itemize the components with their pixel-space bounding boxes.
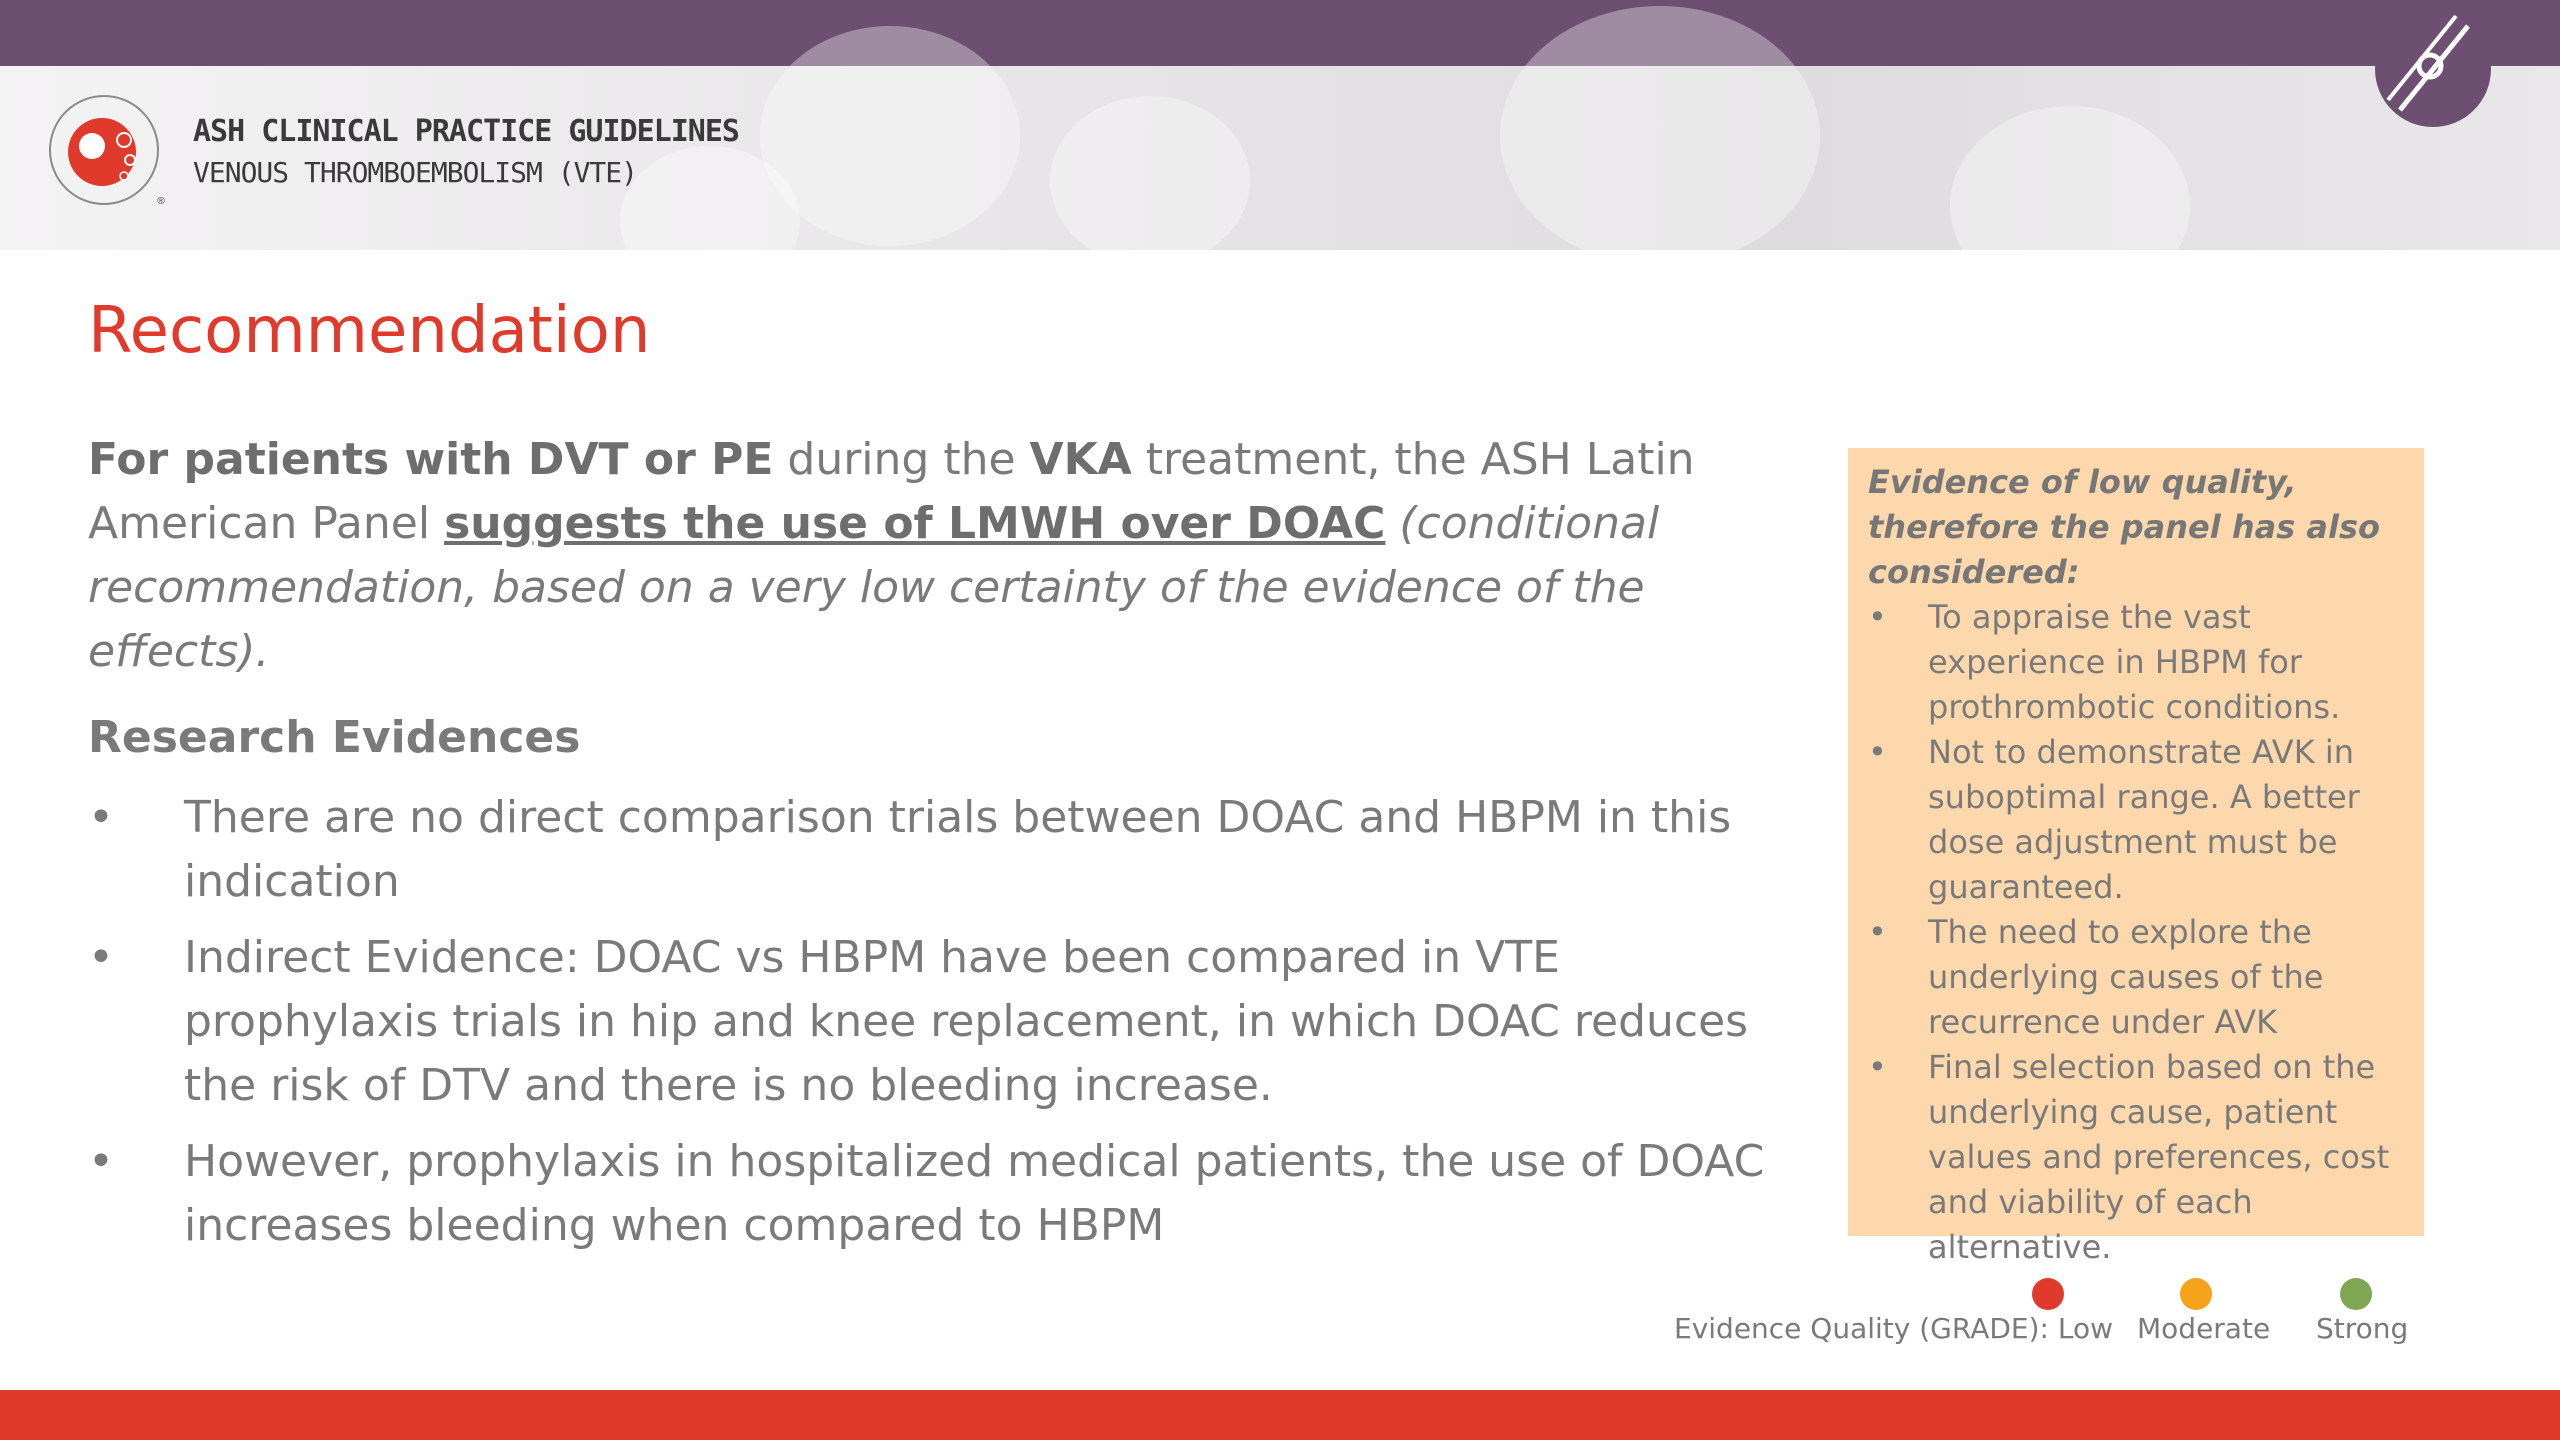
- list-item: [1868, 910, 2408, 1045]
- legend-low-dot: [2032, 1278, 2064, 1310]
- svg-text:®: ®: [156, 196, 166, 207]
- rec-bold-vka: VKA: [1029, 434, 1132, 485]
- bullet-dot: •: [88, 1136, 114, 1187]
- ash-logo: [44, 90, 164, 210]
- bullet-dot: •: [1868, 733, 1887, 771]
- research-heading: Research Evidences: [88, 712, 581, 763]
- legend-moderate-dot: [2180, 1278, 2212, 1310]
- bullet-dot: •: [1868, 913, 1887, 951]
- evidence-note-item: Final selection based on the underlying cause, patient values and preferences, cost and viability of each alternative.: [1928, 1048, 2390, 1266]
- legend-strong-dot: [2340, 1278, 2372, 1310]
- rec-certainty-note: (conditional recommendation, based on a very low certainty of the evidence of the effects).: [88, 498, 1660, 677]
- bullet-dot: •: [1868, 1048, 1887, 1086]
- list-item: [88, 1130, 1828, 1258]
- rec-bold-patients: For patients with DVT or PE: [88, 434, 774, 485]
- evidence-note-list: [1868, 595, 2408, 1270]
- rec-text-during: during the: [773, 434, 1030, 485]
- slide-title: Recommendation: [88, 294, 651, 368]
- bottom-bar: [0, 1390, 2560, 1440]
- vessel-badge-icon: [2372, 8, 2494, 130]
- research-item-text: However, prophylaxis in hospitalized medical patients, the use of DOAC increases bleeding when compared to HBPM: [184, 1136, 1765, 1251]
- legend-label-low: Evidence Quality (GRADE): Low: [1674, 1312, 2114, 1345]
- list-item: [1868, 1045, 2408, 1270]
- list-item: [88, 786, 1828, 914]
- evidence-note-item: To appraise the vast experience in HBPM for prothrombotic conditions.: [1928, 598, 2341, 726]
- list-item: [1868, 595, 2408, 730]
- header-title: ASH CLINICAL PRACTICE GUIDELINES: [193, 114, 739, 149]
- evidence-note-heading: Evidence of low quality, therefore the panel has also considered:: [1868, 463, 2380, 591]
- header-banner: [0, 66, 2560, 250]
- evidence-note-box: [1848, 448, 2424, 1266]
- rec-suggestion: suggests the use of LMWH over DOAC: [444, 498, 1386, 549]
- evidence-note-item: Not to demonstrate AVK in suboptimal range. A better dose adjustment must be guaranteed.: [1928, 733, 2360, 906]
- bullet-dot: •: [88, 792, 114, 843]
- legend-label-moderate: Moderate: [2137, 1312, 2271, 1345]
- header-subtitle: VENOUS THROMBOEMBOLISM (VTE): [193, 156, 638, 189]
- list-item: [1868, 730, 2408, 910]
- research-item-text: There are no direct comparison trials between DOAC and HBPM in this indication: [184, 792, 1732, 907]
- bullet-dot: •: [1868, 598, 1887, 636]
- top-bar: [0, 0, 2560, 66]
- research-list: [88, 786, 1828, 1270]
- list-item: [88, 926, 1828, 1118]
- recommendation-text: [88, 428, 1828, 684]
- legend-label-strong: Strong: [2316, 1312, 2409, 1345]
- research-item-text: Indirect Evidence: DOAC vs HBPM have been compared in VTE prophylaxis trials in hip and knee replacement, in which DOAC reduces the risk of DTV and there is no bleeding increase.: [184, 932, 1749, 1111]
- evidence-note-item: The need to explore the underlying causes of the recurrence under AVK: [1928, 913, 2324, 1041]
- rec-text-panel: treatment, the ASH Latin American Panel: [88, 434, 1695, 549]
- bullet-dot: •: [88, 932, 114, 983]
